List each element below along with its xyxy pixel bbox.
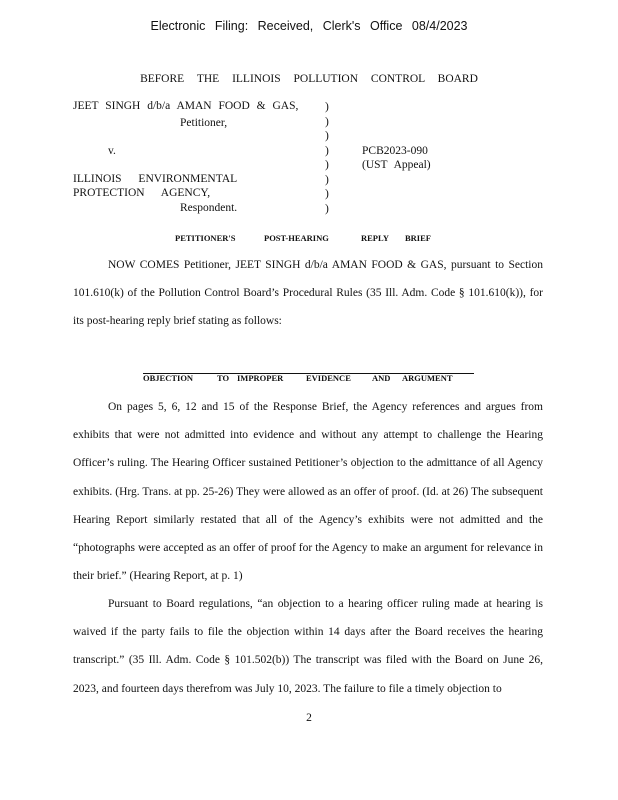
section-heading-word: OBJECTION: [143, 373, 194, 383]
paren: ): [325, 188, 329, 200]
doc-title-word: POST-HEARING: [264, 233, 329, 243]
caption-parens: [325, 100, 329, 216]
paren: ): [325, 144, 329, 157]
body-text-2: Pursuant to Board regulations, “an objection to a hearing officer ruling made at hearing is waived if the party fails to file the objection within 14 days after the Board receives the hearing transcript.” (35 Ill. Adm. Code § 101.502(b)) The transcript was filed with the Board on June 26, 2023, and fourteen days therefrom was July 10, 2023. The failure to file a timely objection to: [73, 598, 543, 695]
intro-text: NOW COMES Petitioner, JEET SINGH d/b/a AMAN FOOD & GAS, pursuant to Section 101.610(k) of the Pollution Control Board’s Procedural Rules (35 Ill. Adm. Code § 101.610(k)), for its post-hearing reply brief stating as follows:: [73, 259, 543, 328]
case-type: (UST Appeal): [362, 159, 431, 171]
paren: ): [325, 101, 329, 113]
body-paragraph-1: [73, 393, 543, 590]
section-heading-word: AND: [372, 373, 391, 383]
paren: ): [325, 130, 329, 142]
doc-title-word: PETITIONER'S: [175, 233, 236, 243]
court-title: BEFORE THE ILLINOIS POLLUTION CONTROL BOARD: [140, 73, 478, 85]
section-heading-word: TO: [217, 373, 230, 383]
respondent-line2: PROTECTION AGENCY,: [73, 187, 211, 199]
doc-title-word: BRIEF: [405, 233, 431, 243]
versus: v.: [108, 145, 116, 157]
respondent-role: Respondent.: [180, 202, 238, 214]
intro-paragraph: [73, 251, 543, 336]
section-heading-word: ARGUMENT: [402, 373, 453, 383]
section-heading-word: IMPROPER: [237, 373, 284, 383]
section-heading: [143, 373, 474, 383]
paren: ): [325, 202, 329, 215]
body-paragraph-2: [73, 590, 543, 703]
paren: ): [325, 173, 329, 186]
paren: ): [325, 159, 329, 171]
body-text-1: On pages 5, 6, 12 and 15 of the Response Brief, the Agency references and argues from exhibits that were not admitted into evidence and without any attempt to challenge the Hearing Officer’s ruling. The Hearing Officer sustained Petitioner’s objection to the admittance of all Agency exhibits. (Hrg. Trans. at pp. 25-26) They were allowed as an offer of proof. (Id. at 26) The subsequent Hearing Report similarly restated that all of the Agency’s exhibits were not admitted and the “photographs were accepted as an offer of proof for the Agency to make an argument for relevance in their brief.” (Hearing Report, at p. 1): [73, 401, 543, 583]
case-number: PCB2023-090: [362, 145, 428, 157]
paren: ): [325, 115, 329, 128]
filing-stamp: Electronic Filing: Received, Clerk's Office 08/4/2023: [150, 19, 468, 33]
section-heading-word: EVIDENCE: [306, 373, 351, 383]
respondent-line1: ILLINOIS ENVIRONMENTAL: [73, 173, 238, 185]
petitioner-name: JEET SINGH d/b/a AMAN FOOD & GAS,: [73, 100, 299, 112]
petitioner-role: Petitioner,: [180, 117, 228, 129]
doc-title-word: REPLY: [361, 233, 390, 243]
page-number: 2: [306, 712, 312, 724]
